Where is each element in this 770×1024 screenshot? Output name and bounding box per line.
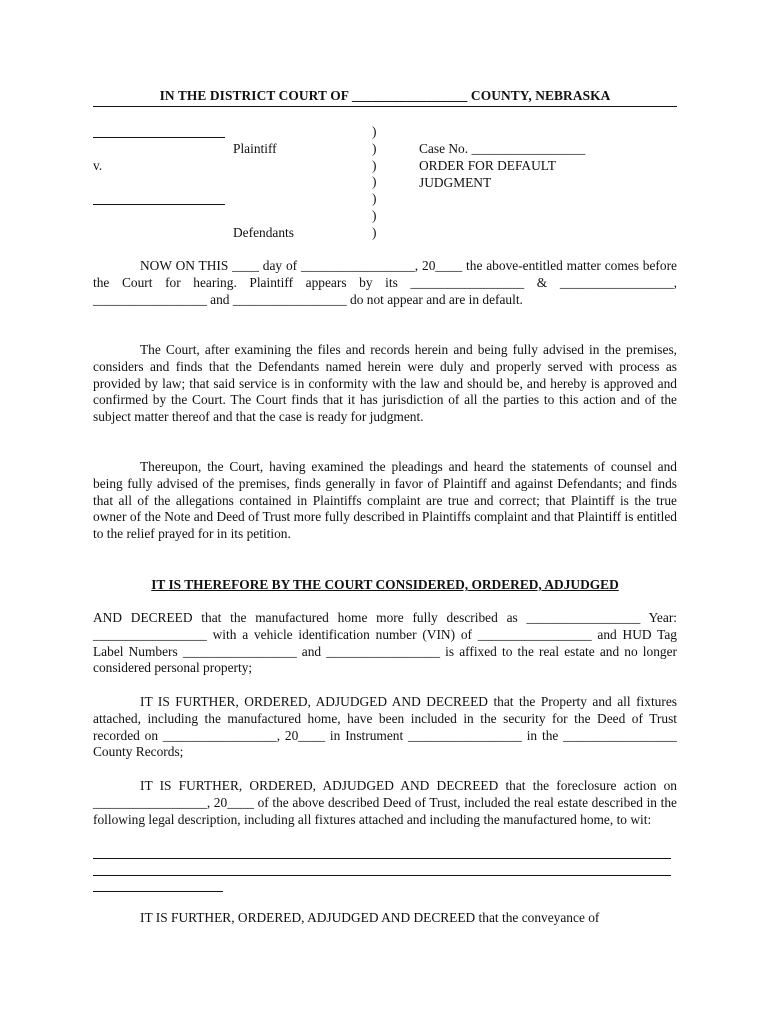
paragraph-conveyance: IT IS FURTHER, ORDERED, ADJUDGED AND DECREED that the conveyance of xyxy=(140,910,600,925)
case-number: Case No. _________________ xyxy=(419,141,586,156)
paragraph-property-security: IT IS FURTHER, ORDERED, ADJUDGED AND DECREED that the Property and all fixtures attached, including the manufactured home, have been included in the security for the Deed of Trust recorded on _________________, 20____ in Instrument _________________ in the _________________ County Records; xyxy=(93,694,677,760)
defendants-label: Defendants xyxy=(233,225,294,240)
legal-description-line-2 xyxy=(93,875,671,876)
paragraph-manufactured-home: AND DECREED that the manufactured home more fully described as _________________ Year: _________________ with a vehicle identification number (VIN) of _________________ and HUD Tag Label Numbers _________________ and _________________ is affixed to the real estate and no longer considered personal property; xyxy=(93,610,677,676)
paragraph-hearing: NOW ON THIS ____ day of _________________, 20____ the above-entitled matter comes before the Court for hearing. Plaintiff appears by its _________________ & _________________, _________________ and _________________ do not appear and are in default. xyxy=(93,258,677,307)
defendants-name-line xyxy=(93,204,225,205)
document-title-line2: JUDGMENT xyxy=(419,175,492,190)
plaintiff-label: Plaintiff xyxy=(233,141,277,156)
court-heading: IN THE DISTRICT COURT OF _________________ COUNTY, NEBRASKA xyxy=(93,88,677,107)
order-sub-heading: IT IS THEREFORE BY THE COURT CONSIDERED, ORDERED, ADJUDGED xyxy=(151,577,619,592)
case-caption xyxy=(93,124,677,244)
legal-description-line-1 xyxy=(93,858,671,859)
paragraph-foreclosure-action: IT IS FURTHER, ORDERED, ADJUDGED AND DECREED that the foreclosure action on _________________, 20____ of the above described Deed of Trust, included the real estate described in the following legal description, including all fixtures attached and including the manufactured home, to wit: xyxy=(93,778,677,827)
caption-parentheses: ) ) ) ) ) ) ) xyxy=(372,124,377,240)
paragraph-general-findings: Thereupon, the Court, having examined the pleadings and heard the statements of counsel and being fully advised of the premises, finds generally in favor of Plaintiff and against Defendants; and finds that all of the allegations contained in Plaintiffs complaint are true and correct; that Plaintiff is the true owner of the Note and Deed of Trust more fully described in Plaintiffs complaint and that Plaintiff is entitled to the relief prayed for in its petition. xyxy=(93,459,677,542)
paragraph-service-findings: The Court, after examining the files and records herein and being fully advised in the premises, considers and finds that the Defendants named herein were duly and properly served with process as provided by law; that said service is in conformity with the law and should be, and hereby is approved and confirmed by the Court. The Court finds that it has jurisdiction of all the parties to this action and of the subject matter thereof and that the case is ready for judgment. xyxy=(93,342,677,425)
document-title-line1: ORDER FOR DEFAULT xyxy=(419,158,556,173)
versus-label: v. xyxy=(93,158,103,173)
plaintiff-name-line xyxy=(93,137,225,138)
legal-description-line-3 xyxy=(93,891,223,892)
